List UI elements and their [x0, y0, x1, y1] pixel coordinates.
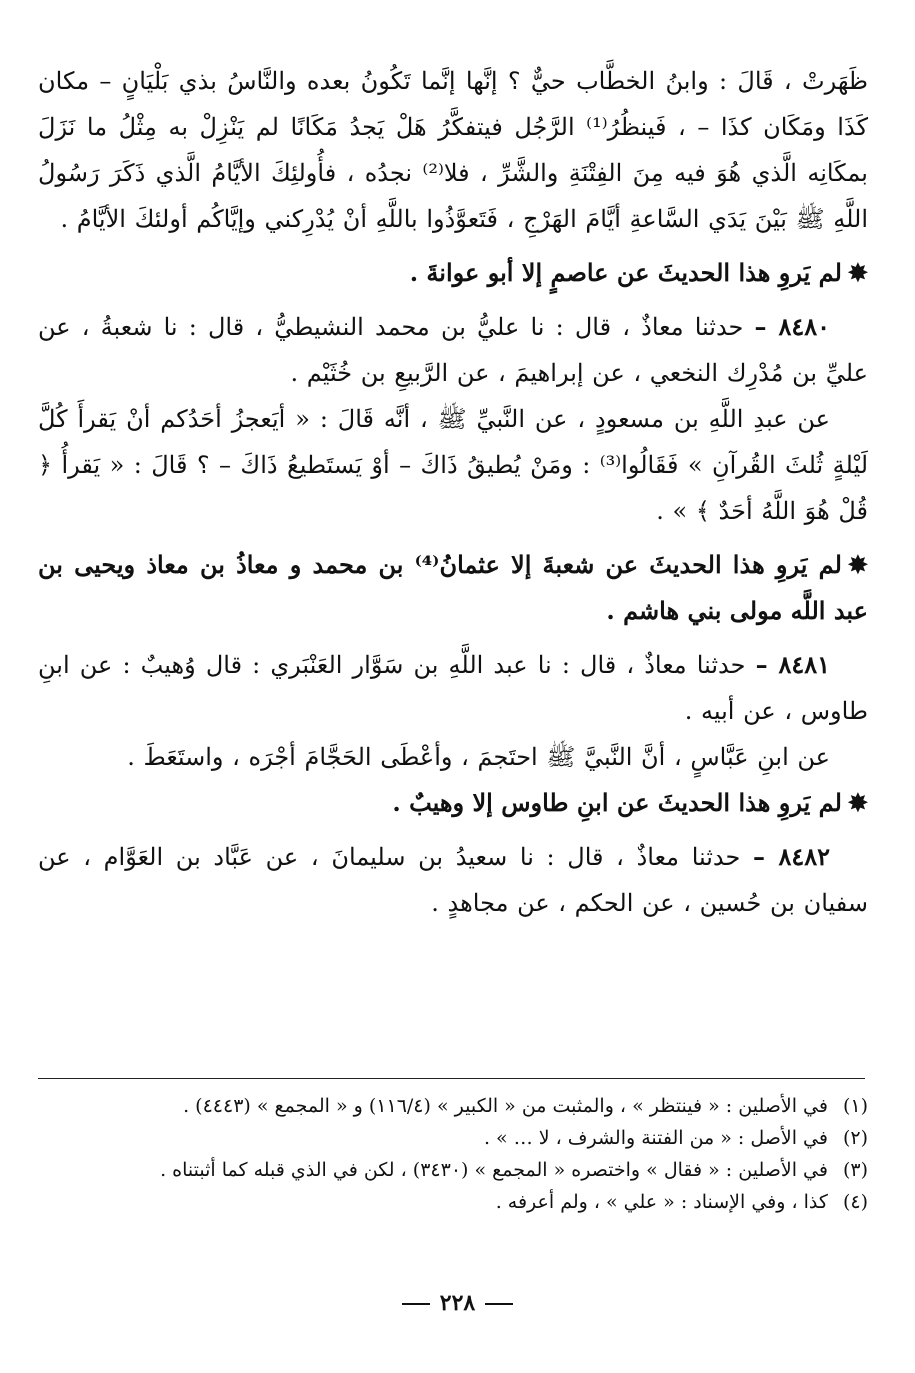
hadith-8481-matn: عن ابنِ عَبَّاسٍ ، أنَّ النَّبيَّ ﷺ احتَجمَ ، وأعْطَى الحَجَّامَ أجْرَه ، واستَعَطَ . — [127, 743, 830, 771]
footnote — [38, 1154, 868, 1186]
footnote-separator — [38, 1078, 865, 1079]
asterisk-icon: ✸ — [847, 550, 869, 579]
note-text: لم يَروِ هذا الحديثَ عن شعبةَ إلا عثمانُ⁽⁴⁾ بن محمد و معاذُ بن معاذ ويحيى بن عبد اللَّه مولى بني هاشم . — [38, 550, 868, 625]
footnote-number: (٢) — [842, 1127, 868, 1149]
footnote-number: (٣) — [842, 1159, 868, 1181]
footnote — [38, 1186, 868, 1218]
isnad-text: حدثنا معاذٌ ، قال : نا سعيدُ بن سليمانَ ، عن عَبَّاد بن العَوَّام ، عن سفيان بن حُسين ، عن الحكم ، عن مجاهدٍ . — [38, 843, 868, 917]
editor-note-2 — [38, 542, 868, 634]
dash-ornament — [402, 1303, 430, 1305]
footnote — [38, 1090, 868, 1122]
hadith-8480-matn: عن عبدِ اللَّهِ بن مسعودٍ ، عن النَّبيِّ ﷺ ، أنَّه قَالَ : « أيَعجزُ أحَدُكم أنْ يَقرأَ كُلَّ لَيْلةٍ ثُلثَ القُرآنِ » فَقَالُوا⁽³⁾ : ومَنْ يُطيقُ ذَاكَ – أوْ يَستَطيعُ ذَاكَ – ؟ قَالَ : « يَقرأُ ﴿ قُلْ هُوَ اللَّهُ أحَدٌ ﴾ » . — [38, 405, 869, 525]
asterisk-icon: ✸ — [847, 788, 868, 817]
page-number — [0, 1290, 915, 1316]
footnote-number: (٤) — [842, 1191, 868, 1213]
hadith-8480-isnad — [38, 304, 868, 396]
hadith-number: ٨٤٨٢ – — [753, 842, 830, 871]
dash-ornament — [485, 1303, 513, 1305]
hadith-8481-isnad — [38, 642, 868, 734]
footnote-text: في الأصلين : « فقال » واختصره « المجمع » (٣٤٣٠) ، لكن في الذي قبله كما أثبتناه . — [160, 1159, 828, 1181]
page-body — [38, 58, 868, 926]
hadith-continuation: ظَهَرتْ ، قَالَ : وابنُ الخطَّاب حيٌّ ؟ إنَّها إنَّما تَكُونُ بعده والنَّاسُ بذي بَلْيَانٍ – مكان كَذَا ومَكَان كذَا – ، فَينظُرُ⁽¹⁾ الرَّجُل فيتفكَّرُ هَلْ يَجدُ مَكَانًا لم يَنْزِلْ به مِثْلُ ما نَزَلَ بمكَانِه الَّذي هُوَ فيه مِنَ الفِتْنَةِ والشَّرِّ ، فلا⁽²⁾ نجدُه ، فأُولئِكَ الأيَّامُ الَّذي ذَكَرَ رَسُولُ اللَّهِ ﷺ بَيْنَ يَدَي السَّاعةِ أيَّامَ الهَرْجِ ، فَتَعوَّذُوا باللَّهِ أنْ يُدْرِكني وإيَّاكُم أولئكَ الأيَّامُ . — [38, 67, 868, 233]
footnote-text: كذا ، وفي الإسناد : « علي » ، ولم أعرفه . — [495, 1191, 828, 1213]
isnad-text: حدثنا معاذٌ ، قال : نا عليُّ بن محمد النشيطيُّ ، قال : نا شعبةُ ، عن عليِّ بن مُدْرِك النخعي ، عن إبراهيمَ ، عن الرَّبيعِ بن خُثَيْم . — [38, 313, 868, 387]
editor-note-1 — [38, 250, 868, 296]
footnote-number: (١) — [842, 1095, 868, 1117]
hadith-8482-isnad — [38, 834, 868, 926]
footnote — [38, 1122, 868, 1154]
asterisk-icon: ✸ — [847, 258, 868, 287]
hadith-number: ٨٤٨٠ – — [754, 312, 830, 341]
footnote-text: في الأصلين : « فينتظر » ، والمثبت من « الكبير » (١١٦/٤) و « المجمع » (٤٤٤٣) . — [183, 1095, 828, 1117]
footnotes — [38, 1090, 868, 1218]
page-number-text: ٢٢٨ — [439, 1290, 476, 1316]
isnad-text: حدثنا معاذٌ ، قال : نا عبد اللَّهِ بن سَوَّار العَنْبَري : قال وُهيبٌ : عن ابنِ طاوس ، عن أبيه . — [38, 651, 868, 725]
note-text: لم يَروِ هذا الحديثَ عن ابنِ طاوس إلا وهيبٌ . — [392, 788, 842, 817]
editor-note-3 — [38, 780, 868, 826]
note-text: لم يَروِ هذا الحديثَ عن عاصمٍ إلا أبو عوانةَ . — [409, 258, 842, 287]
hadith-number: ٨٤٨١ – — [755, 650, 830, 679]
footnote-text: في الأصل : « من الفتنة والشرف ، لا … » . — [483, 1127, 828, 1149]
